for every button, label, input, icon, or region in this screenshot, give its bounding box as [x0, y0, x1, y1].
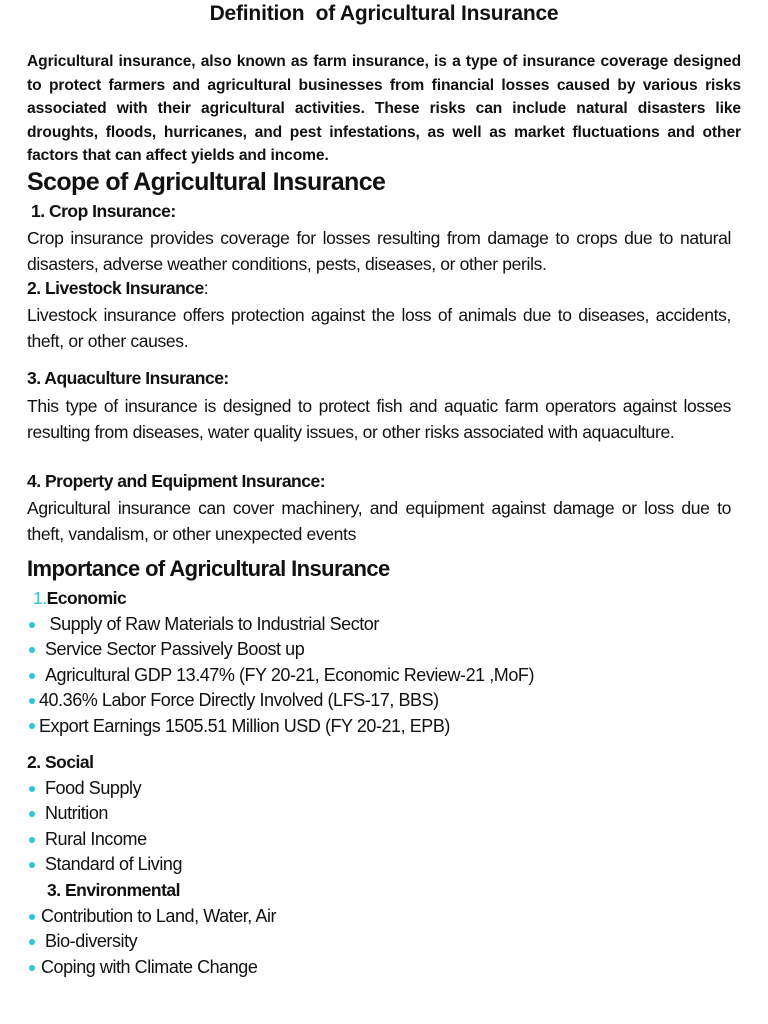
bullet-icon	[29, 647, 35, 653]
list-item: Rural Income	[29, 827, 182, 852]
economic-label: Economic	[46, 588, 127, 608]
bullet-icon	[29, 939, 35, 945]
aquaculture-insurance-text: This type of insurance is designed to protect fish and aquatic farm operators against losses resulting from diseases, water quality issues, or other risks associated with aquaculture.	[27, 396, 731, 442]
social-heading: 2. Social	[27, 752, 94, 772]
livestock-insurance-colon: :	[203, 278, 209, 298]
aquaculture-insurance-heading: 3. Aquaculture Insurance:	[27, 368, 229, 388]
list-item: Food Supply	[29, 776, 182, 801]
livestock-insurance-heading	[27, 278, 208, 299]
list-item: Agricultural GDP 13.47% (FY 20-21, Economic Review-21 ,MoF)	[29, 663, 534, 688]
economic-list	[29, 612, 534, 739]
bullet-icon	[29, 811, 35, 817]
bullet-icon	[29, 914, 35, 920]
list-item: 40.36% Labor Force Directly Involved (LFS-17, BBS)	[29, 688, 534, 713]
importance-heading: Importance of Agricultural Insurance	[27, 556, 390, 581]
bullet-icon	[29, 698, 35, 704]
livestock-insurance-title: 2. Livestock Insurance	[27, 278, 204, 298]
crop-insurance-heading: 1. Crop Insurance:	[31, 201, 176, 221]
list-item: Service Sector Passively Boost up	[29, 637, 534, 662]
bullet-icon	[29, 862, 35, 868]
list-item: Export Earnings 1505.51 Million USD (FY 20-21, EPB)	[29, 714, 534, 739]
economic-heading	[33, 588, 126, 609]
document-title: Definition of Agricultural Insurance	[209, 2, 559, 25]
environmental-list	[29, 904, 276, 980]
property-insurance-text: Agricultural insurance can cover machinery, and equipment against damage or loss due to theft, vandalism, or other unexpected events	[27, 498, 731, 544]
scope-heading: Scope of Agricultural Insurance	[27, 168, 386, 196]
economic-number: 1.	[33, 588, 47, 608]
social-list	[29, 776, 182, 878]
environmental-heading: 3. Environmental	[47, 880, 181, 900]
property-insurance-heading: 4. Property and Equipment Insurance:	[27, 471, 326, 491]
bullet-icon	[29, 965, 35, 971]
livestock-insurance-text: Livestock insurance offers protection against the loss of animals due to diseases, accidents, theft, or other causes.	[27, 305, 731, 351]
crop-insurance-text: Crop insurance provides coverage for losses resulting from damage to crops due to natural disasters, adverse weather conditions, pests, diseases, or other perils.	[27, 228, 731, 274]
list-item: Nutrition	[29, 801, 182, 826]
bullet-icon	[29, 622, 35, 628]
bullet-icon	[29, 723, 35, 729]
intro-paragraph: Agricultural insurance, also known as farm insurance, is a type of insurance coverage designed to protect farmers and agricultural businesses from financial losses caused by various risks associated with their agricultural activities. These risks can include natural disasters like droughts, floods, hurricanes, and pest infestations, as well as market fluctuations and other factors that can affect yields and income.	[27, 53, 741, 165]
list-item: Contribution to Land, Water, Air	[29, 904, 276, 929]
list-item: Bio-diversity	[29, 929, 276, 954]
list-item: Supply of Raw Materials to Industrial Sector	[29, 612, 534, 637]
bullet-icon	[29, 673, 35, 679]
bullet-icon	[29, 837, 35, 843]
list-item: Standard of Living	[29, 852, 182, 877]
list-item: Coping with Climate Change	[29, 955, 276, 980]
bullet-icon	[29, 786, 35, 792]
